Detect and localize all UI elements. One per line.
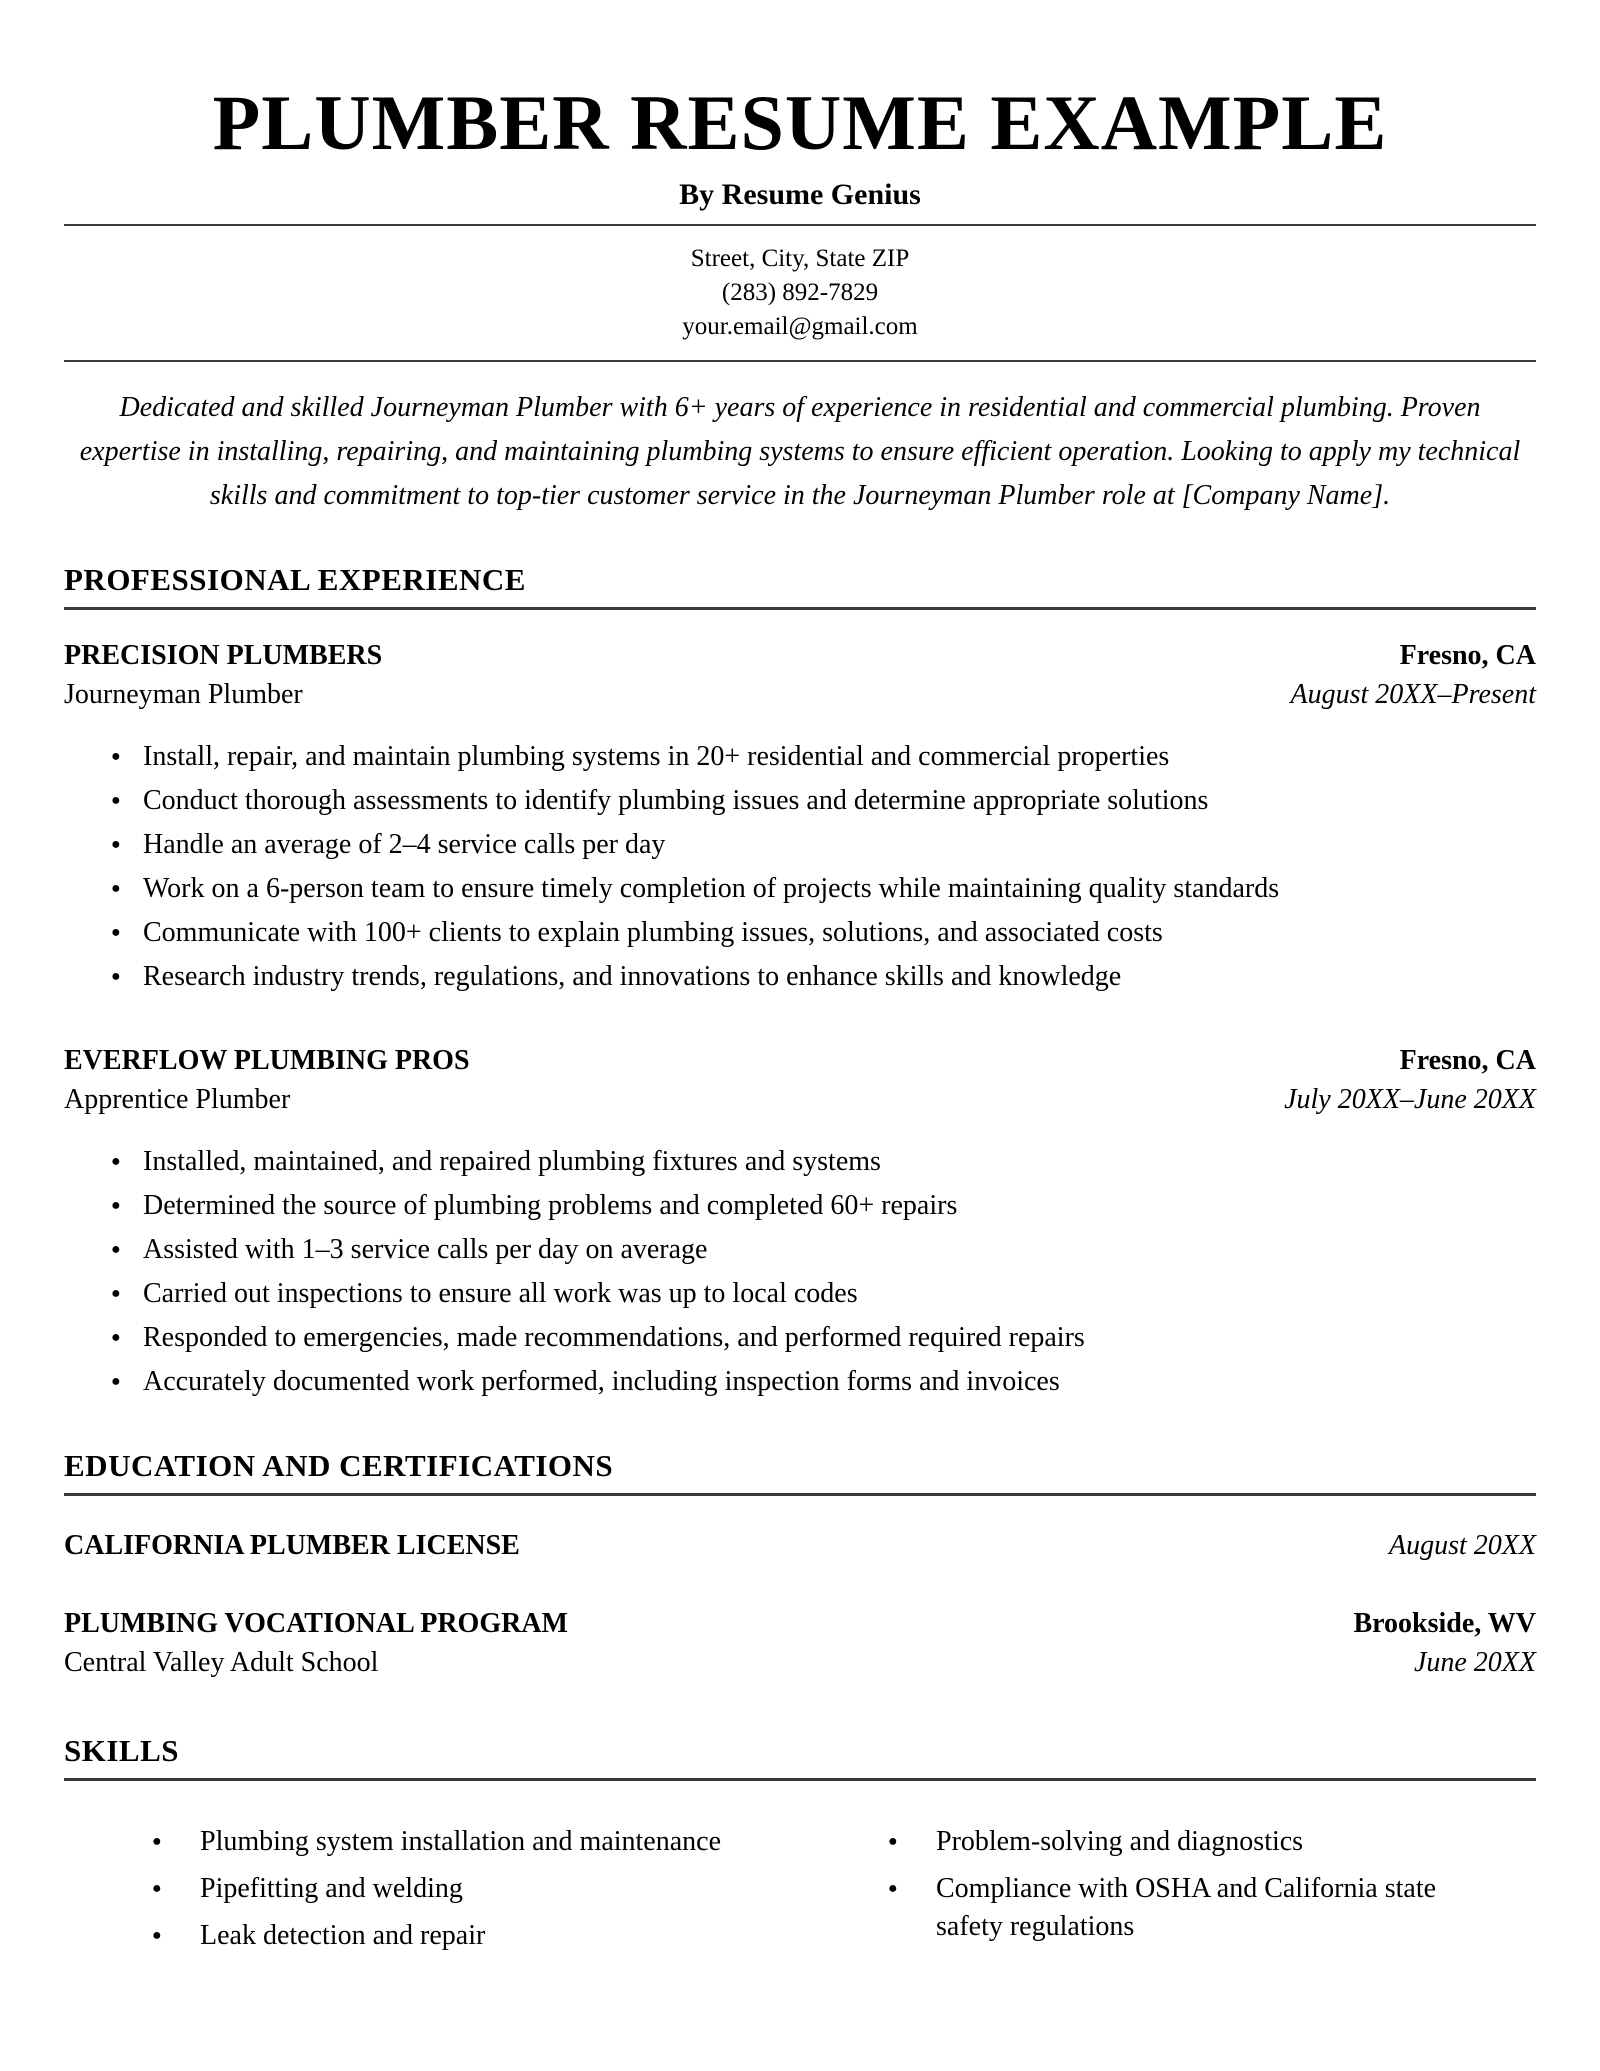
job-title: Journeyman Plumber [64,679,303,710]
section-heading-education: EDUCATION AND CERTIFICATIONS [64,1448,1536,1496]
divider-contact [64,360,1536,362]
edu-date: August 20XX [1389,1530,1536,1561]
job-title: Apprentice Plumber [64,1084,291,1115]
bullet-item: ● Determined the source of plumbing problems and completed 60+ repairs [64,1184,1536,1228]
company-name: EVERFLOW PLUMBING PROS [64,1045,470,1076]
skills-column-left [64,1823,800,1964]
bullet-item: ● Work on a 6-person team to ensure timely completion of projects while maintaining quality standards [64,867,1536,911]
skills-column-right [800,1823,1536,1964]
bullet-item: ● Research industry trends, regulations, and innovations to enhance skills and knowledge [64,955,1536,999]
section-heading-skills: SKILLS [64,1733,1536,1781]
summary-text: Dedicated and skilled Journeyman Plumber with 6+ years of experience in residential and commercial plumbing. Proven expertise in installing, repairing, and maintaining plumbing systems to ensure efficient operation. Looking to apply my technical skills and commitment to top-tier customer service in the Journeyman Plumber role at [Company Name]. [79,392,1521,511]
job-dates: August 20XX–Present [1290,679,1536,710]
bullet-item: ● Carried out inspections to ensure all work was up to local codes [64,1272,1536,1316]
job-dates: July 20XX–June 20XX [1284,1084,1536,1115]
contact-email: your.email@gmail.com [682,313,918,340]
job-bullet-list [64,1140,1536,1404]
education-entry [64,1530,1536,1562]
skills-columns [64,1823,1536,1964]
page-title: PLUMBER RESUME EXAMPLE [212,79,1388,166]
bullet-item: ● Handle an average of 2–4 service calls per day [64,823,1536,867]
edu-name: CALIFORNIA PLUMBER LICENSE [64,1530,520,1561]
job-bullet-list [64,735,1536,999]
skill-item: ● Plumbing system installation and maintenance [64,1823,800,1861]
edu-date: June 20XX [1413,1647,1536,1678]
edu-school: Central Valley Adult School [64,1647,379,1678]
edu-location: Brookside, WV [1353,1608,1536,1639]
bullet-item: ● Conduct thorough assessments to identify plumbing issues and determine appropriate solutions [64,779,1536,823]
job-entry [64,1045,1536,1404]
company-name: PRECISION PLUMBERS [64,640,383,671]
education-entry [64,1608,1536,1679]
skill-item: ● Problem-solving and diagnostics [800,1823,1446,1861]
skill-item: ● Pipefitting and welding [64,1870,800,1908]
bullet-item: ● Communicate with 100+ clients to explain plumbing issues, solutions, and associated costs [64,911,1536,955]
bullet-item: ● Installed, maintained, and repaired plumbing fixtures and systems [64,1140,1536,1184]
section-heading-experience: PROFESSIONAL EXPERIENCE [64,562,1536,610]
skill-item: ● Compliance with OSHA and California state safety regulations [800,1870,1446,1946]
job-location: Fresno, CA [1399,1045,1536,1076]
job-location: Fresno, CA [1399,640,1536,671]
bullet-item: ● Install, repair, and maintain plumbing systems in 20+ residential and commercial properties [64,735,1536,779]
job-entry [64,640,1536,999]
edu-name: PLUMBING VOCATIONAL PROGRAM [64,1608,568,1639]
contact-address: Street, City, State ZIP [690,245,910,272]
bullet-item: ● Assisted with 1–3 service calls per day on average [64,1228,1536,1272]
byline: By Resume Genius [679,178,921,211]
contact-phone: (283) 892-7829 [721,279,879,306]
skill-item: ● Leak detection and repair [64,1917,800,1955]
bullet-item: ● Accurately documented work performed, including inspection forms and invoices [64,1360,1536,1404]
divider-top [64,224,1536,226]
contact-block [64,242,1536,344]
bullet-item: ● Responded to emergencies, made recommendations, and performed required repairs [64,1316,1536,1360]
